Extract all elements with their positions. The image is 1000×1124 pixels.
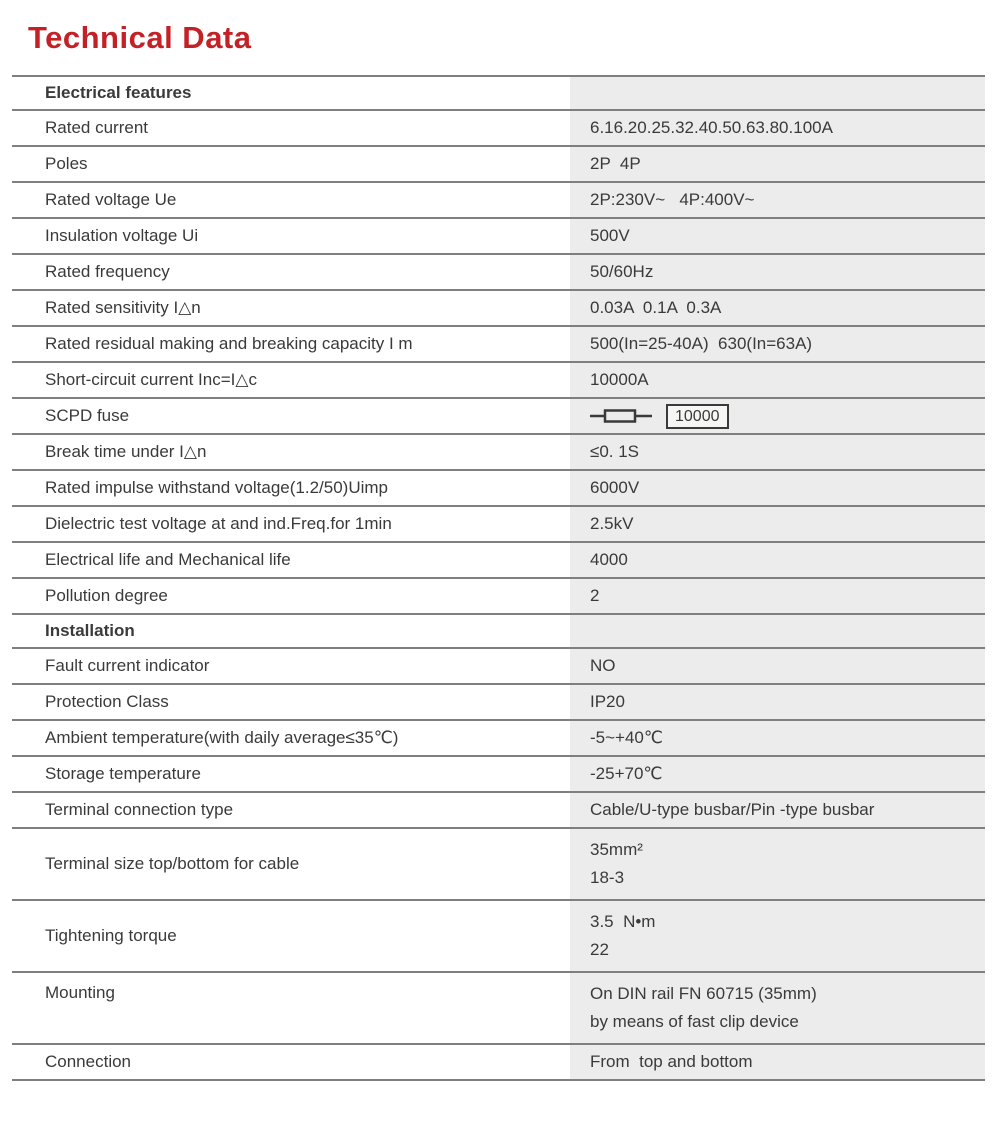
row-value: 500(In=25-40A) 630(In=63A)	[570, 327, 985, 361]
table-row-break-time	[12, 435, 985, 471]
row-label: Mounting	[45, 983, 115, 1002]
row-label: Insulation voltage Ui	[45, 226, 199, 245]
row-value: 4000	[570, 543, 985, 577]
row-value: NO	[570, 649, 985, 683]
fuse-symbol-icon	[590, 407, 652, 425]
row-value: 2	[570, 579, 985, 613]
row-label: Short-circuit current Inc=I△c	[45, 370, 257, 389]
table-row-rated-frequency	[12, 255, 985, 291]
page-title: Technical Data	[28, 20, 252, 55]
table-row-electrical-life	[12, 543, 985, 579]
value-line: by means of fast clip device	[590, 1011, 799, 1031]
table-row-rated-sensitivity	[12, 291, 985, 327]
value-line: 22	[590, 939, 609, 959]
table-row-pollution-degree	[12, 579, 985, 615]
table-row-tightening-torque	[12, 901, 985, 973]
row-value: 0.03A 0.1A 0.3A	[570, 291, 985, 325]
row-value	[570, 829, 985, 899]
row-value	[570, 901, 985, 971]
section-label: Electrical features	[45, 83, 192, 102]
table-section-electrical-features	[12, 77, 985, 111]
row-label: Terminal connection type	[45, 800, 234, 819]
row-label: Storage temperature	[45, 764, 201, 783]
fuse-rating-box: 10000	[666, 404, 729, 429]
value-line: 18-3	[590, 867, 625, 887]
row-value: 10000A	[570, 363, 985, 397]
value-line: 3.5 N•m	[590, 912, 656, 932]
table-row-connection	[12, 1045, 985, 1081]
row-value: ≤0. 1S	[570, 435, 985, 469]
row-value: 2.5kV	[570, 507, 985, 541]
table-row-storage-temperature	[12, 757, 985, 793]
table-row-ambient-temperature	[12, 721, 985, 757]
row-value: 2P 4P	[570, 147, 985, 181]
row-value: From top and bottom	[570, 1045, 985, 1079]
table-row-mounting	[12, 973, 985, 1045]
row-label: Rated current	[45, 118, 148, 137]
table-row-fault-indicator	[12, 649, 985, 685]
table-row-insulation-voltage	[12, 219, 985, 255]
row-label: Poles	[45, 154, 88, 173]
table-row-rated-current	[12, 111, 985, 147]
row-label: Pollution degree	[45, 586, 168, 605]
technical-data-table	[12, 75, 985, 1081]
row-value: -5~+40℃	[570, 721, 985, 755]
row-label: Tightening torque	[45, 926, 177, 945]
row-label: SCPD fuse	[45, 406, 130, 425]
row-value: 6.16.20.25.32.40.50.63.80.100A	[570, 111, 985, 145]
table-row-scpd-fuse	[12, 399, 985, 435]
row-label: Rated sensitivity I△n	[45, 298, 201, 317]
table-row-terminal-size	[12, 829, 985, 901]
table-section-installation	[12, 615, 985, 649]
row-label: Rated impulse withstand voltage(1.2/50)Uimp	[45, 478, 389, 497]
row-label: Dielectric test voltage at and ind.Freq.for 1min	[45, 514, 392, 533]
row-value: 6000V	[570, 471, 985, 505]
row-label: Rated voltage Ue	[45, 190, 177, 209]
row-value: IP20	[570, 685, 985, 719]
row-value: 500V	[570, 219, 985, 253]
row-label: Rated frequency	[45, 262, 170, 281]
table-row-residual-capacity	[12, 327, 985, 363]
row-label: Break time under I△n	[45, 442, 207, 461]
row-value: -25+70℃	[570, 757, 985, 791]
table-row-impulse-voltage	[12, 471, 985, 507]
value-line: 35mm²	[590, 840, 643, 860]
row-value: Cable/U-type busbar/Pin -type busbar	[570, 793, 985, 827]
table-row-dielectric-test	[12, 507, 985, 543]
row-label: Fault current indicator	[45, 656, 210, 675]
section-value-spacer	[570, 615, 985, 647]
row-value: 2P:230V~ 4P:400V~	[570, 183, 985, 217]
table-row-rated-voltage	[12, 183, 985, 219]
value-line: On DIN rail FN 60715 (35mm)	[590, 984, 817, 1004]
row-label: Electrical life and Mechanical life	[45, 550, 291, 569]
row-label: Ambient temperature(with daily average≤35℃)	[45, 728, 399, 747]
row-label: Rated residual making and breaking capacity I m	[45, 334, 413, 353]
row-label: Terminal size top/bottom for cable	[45, 854, 300, 873]
table-row-protection-class	[12, 685, 985, 721]
table-row-poles	[12, 147, 985, 183]
row-label: Connection	[45, 1052, 132, 1071]
row-value	[570, 973, 985, 1043]
section-value-spacer	[570, 77, 985, 109]
table-row-terminal-connection-type	[12, 793, 985, 829]
table-row-short-circuit-current	[12, 363, 985, 399]
row-label: Protection Class	[45, 692, 169, 711]
row-value: 50/60Hz	[570, 255, 985, 289]
row-value	[570, 399, 985, 433]
section-label: Installation	[45, 621, 135, 640]
